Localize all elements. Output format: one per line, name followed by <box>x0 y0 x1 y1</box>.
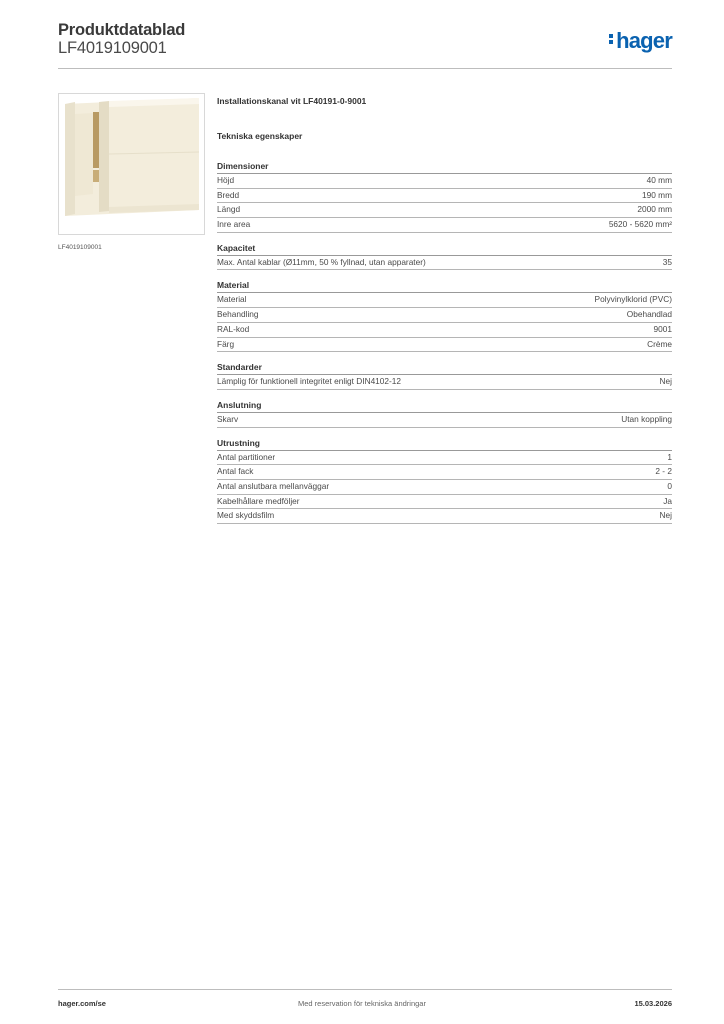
section-title: Dimensioner <box>217 161 672 174</box>
spec-row <box>217 465 672 480</box>
footer-divider <box>58 989 672 990</box>
footer-date: 15.03.2026 <box>634 999 672 1008</box>
section-title: Material <box>217 280 672 293</box>
spec-row <box>217 189 672 204</box>
cable-channel-illustration <box>59 94 204 234</box>
spec-row <box>217 413 672 428</box>
spec-section <box>217 362 672 390</box>
spec-value: 190 mm <box>642 189 672 200</box>
spec-label: Max. Antal kablar (Ø11mm, 50 % fyllnad, utan apparater) <box>217 256 426 267</box>
spec-row <box>217 218 672 233</box>
spec-value: 2 - 2 <box>655 466 672 477</box>
spec-row <box>217 323 672 338</box>
spec-row <box>217 480 672 495</box>
spec-label: Med skyddsfilm <box>217 510 275 521</box>
page-title: Produktdatablad <box>58 21 186 39</box>
spec-label: Färg <box>217 338 235 349</box>
spec-value: 9001 <box>653 323 672 334</box>
footer-website: hager.com/se <box>58 999 106 1008</box>
spec-section <box>217 243 672 271</box>
hager-logo <box>609 28 672 54</box>
spec-row <box>217 338 672 353</box>
spec-value: Utan koppling <box>621 413 672 424</box>
logo-dots-icon <box>609 32 615 46</box>
spec-row <box>217 308 672 323</box>
section-title: Standarder <box>217 362 672 375</box>
spec-value: 5620 - 5620 mm² <box>608 219 672 230</box>
spec-row <box>217 375 672 390</box>
spec-row <box>217 174 672 189</box>
logo-text: hager <box>616 28 672 53</box>
spec-value: Obehandlad <box>626 309 672 320</box>
spec-value: 35 <box>662 256 672 267</box>
spec-label: Inre area <box>217 219 251 230</box>
spec-label: Antal anslutbara mellanväggar <box>217 480 330 491</box>
spec-section <box>217 161 672 233</box>
spec-row <box>217 203 672 218</box>
spec-content <box>217 96 672 534</box>
spec-label: Antal fack <box>217 466 254 477</box>
footer-disclaimer: Med reservation för tekniska ändringar <box>298 999 426 1008</box>
spec-value: Polyvinylklorid (PVC) <box>594 294 672 305</box>
section-title: Anslutning <box>217 400 672 413</box>
spec-value: 1 <box>667 451 672 462</box>
spec-section <box>217 280 672 352</box>
section-title: Utrustning <box>217 438 672 451</box>
spec-row <box>217 293 672 308</box>
spec-value: Ja <box>663 495 672 506</box>
spec-value: Nej <box>659 376 672 387</box>
spec-label: Bredd <box>217 189 240 200</box>
spec-value: 2000 mm <box>637 204 672 215</box>
spec-row <box>217 495 672 510</box>
spec-label: Antal partitioner <box>217 451 276 462</box>
spec-label: Höjd <box>217 175 235 185</box>
spec-row <box>217 451 672 466</box>
product-image <box>58 93 205 235</box>
spec-label: Material <box>217 294 247 305</box>
section-title: Kapacitet <box>217 243 672 256</box>
spec-label: RAL-kod <box>217 323 250 334</box>
spec-row <box>217 256 672 271</box>
spec-section <box>217 438 672 524</box>
spec-value: Nej <box>659 510 672 521</box>
spec-label: Skarv <box>217 413 239 424</box>
spec-value: 0 <box>667 480 672 491</box>
spec-row <box>217 509 672 524</box>
product-title: Installationskanal vit LF40191-0-9001 <box>217 96 367 106</box>
spec-label: Behandling <box>217 309 259 320</box>
article-number: LF4019109001 <box>58 39 167 57</box>
spec-label: Kabelhållare medföljer <box>217 495 300 506</box>
spec-label: Lämplig för funktionell integritet enligt DIN4102-12 <box>217 376 402 387</box>
spec-label: Längd <box>217 204 241 215</box>
spec-section <box>217 400 672 428</box>
spec-value: 40 mm <box>646 175 672 185</box>
spec-sections <box>217 161 672 524</box>
image-caption: LF4019109001 <box>58 244 102 251</box>
header-divider <box>58 68 672 69</box>
tech-properties-heading: Tekniska egenskaper <box>217 131 303 141</box>
spec-value: Crème <box>647 338 672 349</box>
